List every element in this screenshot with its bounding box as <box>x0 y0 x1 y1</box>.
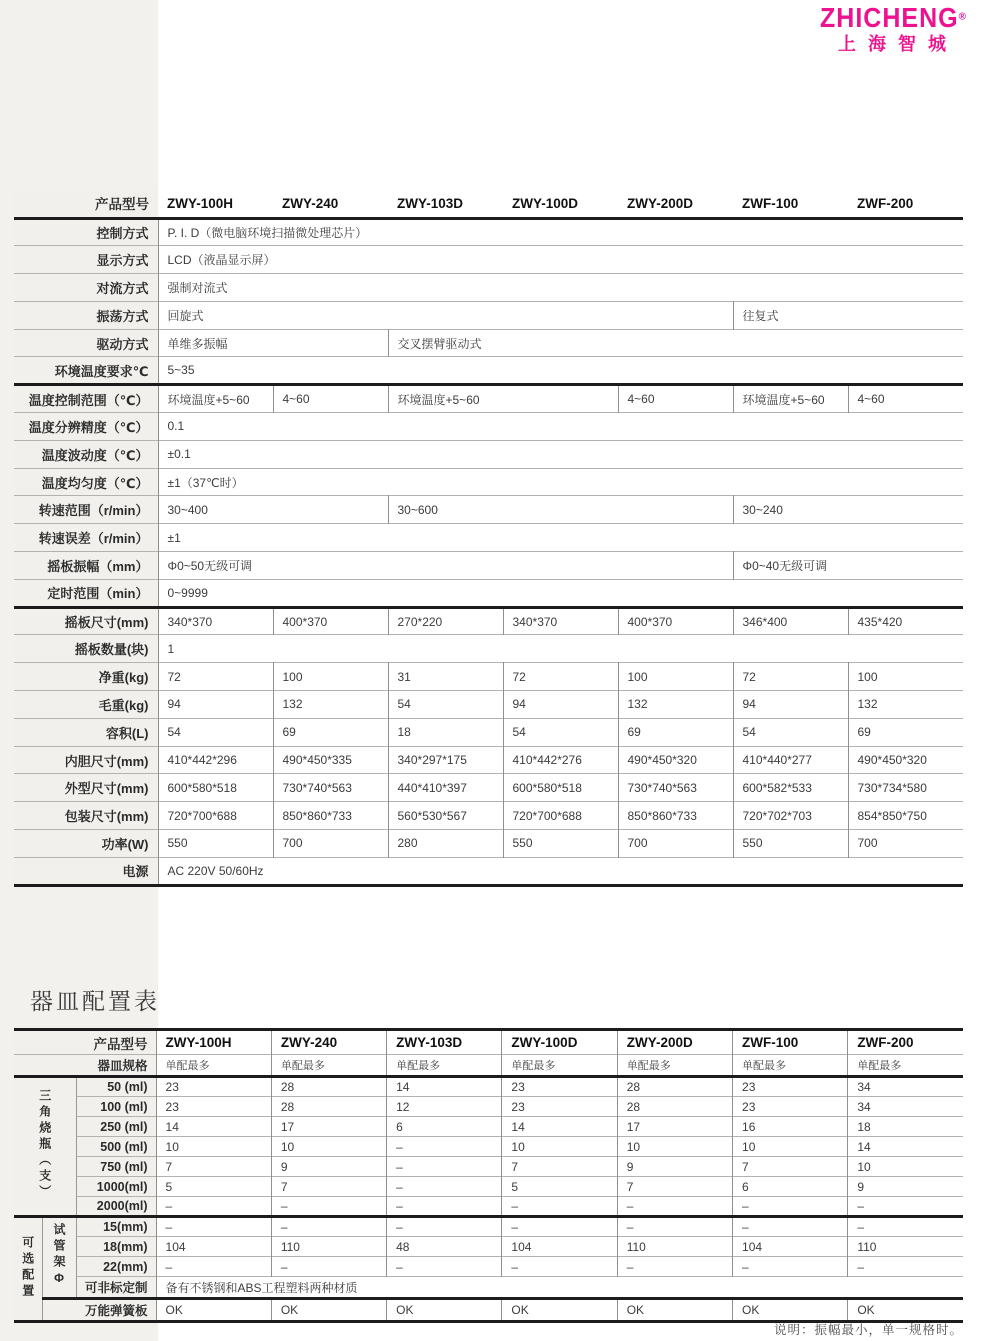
vessel-count-cell: 14 <box>502 1117 617 1137</box>
spring-plate-cell: OK <box>271 1299 386 1322</box>
spec-row-label: 净重(kg) <box>14 663 158 691</box>
spec-value-cell: 72 <box>158 663 273 691</box>
vessel-size-label: 750 (ml) <box>76 1157 156 1177</box>
config-model-header: ZWY-100H <box>156 1030 271 1055</box>
vessel-count-cell: 14 <box>156 1117 271 1137</box>
vessel-count-cell: 23 <box>502 1077 617 1097</box>
optional-group-label <box>14 1217 42 1322</box>
spec-value-cell: 346*400 <box>733 607 848 635</box>
model-header: ZWY-103D <box>388 190 503 218</box>
tube-rack-count-cell: – <box>733 1257 848 1277</box>
spec-value-cell: 54 <box>733 718 848 746</box>
tube-rack-count-cell: – <box>502 1257 617 1277</box>
vessel-spec-note-cell: 单配最多 <box>156 1055 271 1077</box>
tube-rack-count-cell: – <box>848 1217 963 1237</box>
flask-row <box>14 1117 963 1137</box>
vessel-count-cell: 7 <box>502 1157 617 1177</box>
config-model-header: ZWY-103D <box>387 1030 502 1055</box>
vessel-count-cell: 14 <box>848 1137 963 1157</box>
tube-rack-size-label: 15(mm) <box>76 1217 156 1237</box>
spec-row-label: 温度均匀度（℃） <box>14 468 158 496</box>
vessel-spec-note-cell: 单配最多 <box>387 1055 502 1077</box>
vessel-count-cell: 10 <box>271 1137 386 1157</box>
vessel-count-cell: 7 <box>617 1177 732 1197</box>
vessel-count-cell: 17 <box>617 1117 732 1137</box>
vessel-count-cell: – <box>387 1197 502 1217</box>
flask-row <box>14 1177 963 1197</box>
spec-row-label: 驱动方式 <box>14 329 158 357</box>
spec-row <box>14 301 963 329</box>
spec-value-cell: 132 <box>618 691 733 719</box>
spec-value-cell: 环境温度+5~60 <box>158 385 273 413</box>
model-header: ZWY-100D <box>503 190 618 218</box>
vessel-size-label: 50 (ml) <box>76 1077 156 1097</box>
vessel-count-cell: 34 <box>848 1097 963 1117</box>
spec-value-cell: 54 <box>158 718 273 746</box>
spec-row <box>14 802 963 830</box>
spec-row-label: 转速误差（r/min） <box>14 524 158 552</box>
flask-row <box>14 1097 963 1117</box>
tube-rack-size-label: 22(mm) <box>76 1257 156 1277</box>
tube-rack-count-cell: – <box>617 1217 732 1237</box>
spec-row-label: 温度控制范围（℃） <box>14 385 158 413</box>
spec-value-cell: 94 <box>158 691 273 719</box>
tube-rack-count-cell: – <box>733 1217 848 1237</box>
vessel-spec-label: 器皿规格 <box>14 1055 156 1077</box>
spec-row <box>14 718 963 746</box>
config-header-label: 产品型号 <box>14 1030 156 1055</box>
vessel-spec-note-cell: 单配最多 <box>733 1055 848 1077</box>
spec-row <box>14 385 963 413</box>
spec-row <box>14 691 963 719</box>
spring-plate-cell: OK <box>156 1299 271 1322</box>
spec-value-cell: 1 <box>158 635 963 663</box>
spec-value-cell: AC 220V 50/60Hz <box>158 857 963 885</box>
flask-row <box>14 1137 963 1157</box>
vessel-count-cell: 23 <box>156 1077 271 1097</box>
model-header: ZWY-200D <box>618 190 733 218</box>
vessel-count-cell: 28 <box>271 1077 386 1097</box>
brand-subtitle: 上海智城 <box>838 34 958 54</box>
spec-row-label: 温度分辨精度（℃） <box>14 413 158 441</box>
vessel-count-cell: 28 <box>271 1097 386 1117</box>
spec-value-cell: ±1（37℃时） <box>158 468 963 496</box>
brand-wordmark <box>818 2 968 34</box>
vessel-count-cell: – <box>502 1197 617 1217</box>
spec-value-cell: 560*530*567 <box>388 802 503 830</box>
vessel-count-cell: – <box>156 1197 271 1217</box>
vessel-count-cell: 16 <box>733 1117 848 1137</box>
spec-row <box>14 579 963 607</box>
spring-plate-label: 万能弹簧板 <box>42 1299 156 1322</box>
spec-value-cell: 30~240 <box>733 496 963 524</box>
vessel-count-cell: 17 <box>271 1117 386 1137</box>
tube-rack-count-cell: 104 <box>156 1237 271 1257</box>
spec-value-cell: 回旋式 <box>158 301 733 329</box>
spec-value-cell: 720*700*688 <box>158 802 273 830</box>
tube-rack-size-label: 18(mm) <box>76 1237 156 1257</box>
model-header: ZWF-200 <box>848 190 963 218</box>
spec-row <box>14 413 963 441</box>
registered-mark: ® <box>958 11 966 23</box>
spec-value-cell: 410*440*277 <box>733 746 848 774</box>
spec-row-label: 外型尺寸(mm) <box>14 774 158 802</box>
spec-value-cell: 340*297*175 <box>388 746 503 774</box>
spec-row <box>14 440 963 468</box>
spec-value-cell: 700 <box>618 830 733 858</box>
spec-value-cell: 850*860*733 <box>618 802 733 830</box>
config-table <box>14 1028 963 1323</box>
footer-note: 说明：振幅最小，单一规格时。 <box>773 1323 963 1337</box>
config-subheader-row <box>14 1055 963 1077</box>
vessel-size-label: 100 (ml) <box>76 1097 156 1117</box>
spec-value-cell: P. I. D（微电脑环境扫描微处理芯片） <box>158 218 963 246</box>
tube-rack-count-cell: 48 <box>387 1237 502 1257</box>
spec-value-cell: 600*582*533 <box>733 774 848 802</box>
brand-name: ZHICHENG <box>820 2 959 34</box>
spec-value-cell: 31 <box>388 663 503 691</box>
spec-value-cell: 600*580*518 <box>503 774 618 802</box>
tube-rack-label-text: 试管架Φ <box>52 1223 66 1289</box>
spec-value-cell: 30~400 <box>158 496 388 524</box>
spec-value-cell: 5~35 <box>158 357 963 385</box>
spec-row <box>14 857 963 885</box>
vessel-count-cell: 9 <box>848 1177 963 1197</box>
vessel-count-cell: 7 <box>271 1177 386 1197</box>
spec-value-cell: 700 <box>848 830 963 858</box>
vessel-count-cell: 18 <box>848 1117 963 1137</box>
spec-row <box>14 830 963 858</box>
vessel-count-cell: 34 <box>848 1077 963 1097</box>
tube-rack-count-cell: – <box>617 1257 732 1277</box>
spec-value-cell: 132 <box>848 691 963 719</box>
spec-value-cell: 490*450*335 <box>273 746 388 774</box>
spec-value-cell: 440*410*397 <box>388 774 503 802</box>
spec-row-label: 摇板尺寸(mm) <box>14 607 158 635</box>
spec-table <box>14 190 963 887</box>
spec-value-cell: 往复式 <box>733 301 963 329</box>
vessel-size-label: 500 (ml) <box>76 1137 156 1157</box>
vessel-count-cell: – <box>733 1197 848 1217</box>
tube-rack-count-cell: – <box>387 1257 502 1277</box>
vessel-count-cell: – <box>848 1197 963 1217</box>
spec-value-cell: 72 <box>503 663 618 691</box>
vessel-count-cell: 7 <box>733 1157 848 1177</box>
flask-row <box>14 1077 963 1097</box>
spec-value-cell: 69 <box>848 718 963 746</box>
spec-row <box>14 468 963 496</box>
spec-row-label: 转速范围（r/min） <box>14 496 158 524</box>
tube-rack-count-cell: – <box>156 1257 271 1277</box>
vessel-count-cell: 9 <box>271 1157 386 1177</box>
spec-value-cell: 730*740*563 <box>618 774 733 802</box>
spring-plate-cell: OK <box>502 1299 617 1322</box>
spec-value-cell: 400*370 <box>273 607 388 635</box>
spec-row-label: 包装尺寸(mm) <box>14 802 158 830</box>
spec-row <box>14 357 963 385</box>
vessel-count-cell: 10 <box>156 1137 271 1157</box>
spec-value-cell: 54 <box>503 718 618 746</box>
spec-value-cell: 720*702*703 <box>733 802 848 830</box>
spec-row <box>14 635 963 663</box>
tube-rack-count-cell: 110 <box>617 1237 732 1257</box>
spec-row-label: 摇板振幅（mm） <box>14 552 158 580</box>
tube-rack-count-cell: 110 <box>848 1237 963 1257</box>
tube-rack-count-cell: 110 <box>271 1237 386 1257</box>
spec-value-cell: Φ0~50无级可调 <box>158 552 733 580</box>
vessel-spec-note-cell: 单配最多 <box>617 1055 732 1077</box>
spec-row-label: 内胆尺寸(mm) <box>14 746 158 774</box>
spec-value-cell: 410*442*276 <box>503 746 618 774</box>
tube-rack-count-cell: – <box>387 1217 502 1237</box>
flask-group-label-text: 三角烧瓶（支） <box>37 1089 52 1201</box>
custom-row <box>14 1277 963 1299</box>
spec-row-label: 摇板数量(块) <box>14 635 158 663</box>
vessel-size-label: 1000(ml) <box>76 1177 156 1197</box>
vessel-spec-note-cell: 单配最多 <box>502 1055 617 1077</box>
tube-rack-count-cell: 104 <box>733 1237 848 1257</box>
flask-group-label <box>14 1077 76 1217</box>
spec-value-cell: 730*740*563 <box>273 774 388 802</box>
spec-value-cell: 18 <box>388 718 503 746</box>
vessel-count-cell: 10 <box>733 1137 848 1157</box>
spec-value-cell: 270*220 <box>388 607 503 635</box>
vessel-count-cell: – <box>271 1197 386 1217</box>
custom-value-cell: 备有不锈钢和ABS工程塑料两种材质 <box>156 1277 963 1299</box>
spec-value-cell: 280 <box>388 830 503 858</box>
config-model-header: ZWF-200 <box>848 1030 963 1055</box>
spec-row <box>14 552 963 580</box>
spec-value-cell: 100 <box>273 663 388 691</box>
spec-value-cell: 550 <box>503 830 618 858</box>
spec-header-label: 产品型号 <box>14 190 158 218</box>
model-header: ZWF-100 <box>733 190 848 218</box>
vessel-spec-note-cell: 单配最多 <box>271 1055 386 1077</box>
spec-value-cell: 854*850*750 <box>848 802 963 830</box>
spec-row-label: 振荡方式 <box>14 301 158 329</box>
spec-row-label: 温度波动度（℃） <box>14 440 158 468</box>
spec-value-cell: 72 <box>733 663 848 691</box>
model-header: ZWY-240 <box>273 190 388 218</box>
vessel-count-cell: – <box>387 1137 502 1157</box>
spec-row <box>14 663 963 691</box>
spring-plate-cell: OK <box>617 1299 732 1322</box>
spec-value-cell: 69 <box>273 718 388 746</box>
vessel-count-cell: 28 <box>617 1097 732 1117</box>
spec-value-cell: 400*370 <box>618 607 733 635</box>
vessel-count-cell: 14 <box>387 1077 502 1097</box>
config-model-header: ZWY-200D <box>617 1030 732 1055</box>
spec-value-cell: 340*370 <box>158 607 273 635</box>
flask-row <box>14 1157 963 1177</box>
vessel-count-cell: 9 <box>617 1157 732 1177</box>
spec-value-cell: 435*420 <box>848 607 963 635</box>
spec-value-cell: 410*442*296 <box>158 746 273 774</box>
vessel-count-cell: 10 <box>502 1137 617 1157</box>
spec-value-cell: 730*734*580 <box>848 774 963 802</box>
spec-value-cell: 4~60 <box>618 385 733 413</box>
spec-value-cell: 490*450*320 <box>618 746 733 774</box>
spec-value-cell: 环境温度+5~60 <box>733 385 848 413</box>
config-header-row <box>14 1030 963 1055</box>
vessel-count-cell: 23 <box>733 1077 848 1097</box>
brand-logo <box>818 2 968 56</box>
spec-value-cell: 100 <box>618 663 733 691</box>
spec-value-cell: 0~9999 <box>158 579 963 607</box>
config-model-header: ZWF-100 <box>733 1030 848 1055</box>
spec-row <box>14 496 963 524</box>
config-model-header: ZWY-240 <box>271 1030 386 1055</box>
spec-value-cell: 54 <box>388 691 503 719</box>
optional-group-label-text: 可选配置 <box>20 1235 35 1300</box>
vessel-count-cell: 23 <box>733 1097 848 1117</box>
spec-row-label: 容积(L) <box>14 718 158 746</box>
tube-rack-label <box>42 1217 76 1299</box>
spec-value-cell: 600*580*518 <box>158 774 273 802</box>
spec-value-cell: 强制对流式 <box>158 274 963 302</box>
spec-value-cell: Φ0~40无级可调 <box>733 552 963 580</box>
tube-rack-row <box>14 1217 963 1237</box>
spec-value-cell: 550 <box>733 830 848 858</box>
spring-plate-cell: OK <box>848 1299 963 1322</box>
vessel-count-cell: 10 <box>617 1137 732 1157</box>
spec-row-label: 功率(W) <box>14 830 158 858</box>
spec-value-cell: 132 <box>273 691 388 719</box>
spec-row <box>14 746 963 774</box>
spec-value-cell: 69 <box>618 718 733 746</box>
spec-row-label: 环境温度要求℃ <box>14 357 158 385</box>
config-table-title: 器皿配置表 <box>30 988 160 1014</box>
vessel-count-cell: 12 <box>387 1097 502 1117</box>
vessel-count-cell: 10 <box>848 1157 963 1177</box>
tube-rack-count-cell: – <box>271 1217 386 1237</box>
flask-row <box>14 1197 963 1217</box>
spec-row <box>14 246 963 274</box>
spec-value-cell: 700 <box>273 830 388 858</box>
tube-rack-count-cell: – <box>156 1217 271 1237</box>
tube-rack-count-cell: 104 <box>502 1237 617 1257</box>
tube-rack-row <box>14 1257 963 1277</box>
spec-value-cell: 490*450*320 <box>848 746 963 774</box>
vessel-count-cell: 5 <box>502 1177 617 1197</box>
custom-label: 可非标定制 <box>76 1277 156 1299</box>
vessel-size-label: 2000(ml) <box>76 1197 156 1217</box>
spec-value-cell: 单维多振幅 <box>158 329 388 357</box>
vessel-count-cell: – <box>387 1157 502 1177</box>
spec-row <box>14 218 963 246</box>
spec-value-cell: 30~600 <box>388 496 733 524</box>
vessel-count-cell: 6 <box>387 1117 502 1137</box>
spring-plate-cell: OK <box>387 1299 502 1322</box>
spec-value-cell: 720*700*688 <box>503 802 618 830</box>
spec-value-cell: 4~60 <box>848 385 963 413</box>
vessel-count-cell: 28 <box>617 1077 732 1097</box>
config-model-header: ZWY-100D <box>502 1030 617 1055</box>
spec-row-label: 电源 <box>14 857 158 885</box>
spec-value-cell: 340*370 <box>503 607 618 635</box>
spec-value-cell: LCD（液晶显示屏） <box>158 246 963 274</box>
vessel-size-label: 250 (ml) <box>76 1117 156 1137</box>
spec-row-label: 定时范围（min） <box>14 579 158 607</box>
spec-value-cell: 94 <box>733 691 848 719</box>
vessel-count-cell: 6 <box>733 1177 848 1197</box>
tube-rack-count-cell: – <box>502 1217 617 1237</box>
spec-value-cell: ±0.1 <box>158 440 963 468</box>
spec-row <box>14 329 963 357</box>
vessel-count-cell: 7 <box>156 1157 271 1177</box>
spring-plate-cell: OK <box>733 1299 848 1322</box>
spec-value-cell: 0.1 <box>158 413 963 441</box>
vessel-count-cell: – <box>617 1197 732 1217</box>
vessel-count-cell: 5 <box>156 1177 271 1197</box>
vessel-count-cell: 23 <box>156 1097 271 1117</box>
spec-value-cell: ±1 <box>158 524 963 552</box>
spec-header-row <box>14 190 963 218</box>
spec-row-label: 显示方式 <box>14 246 158 274</box>
spec-row-label: 毛重(kg) <box>14 691 158 719</box>
spec-row <box>14 524 963 552</box>
spec-value-cell: 550 <box>158 830 273 858</box>
spec-value-cell: 交叉摆臂驱动式 <box>388 329 963 357</box>
spec-row-label: 对流方式 <box>14 274 158 302</box>
spec-row <box>14 274 963 302</box>
tube-rack-count-cell: – <box>271 1257 386 1277</box>
spec-value-cell: 4~60 <box>273 385 388 413</box>
spec-row-label: 控制方式 <box>14 218 158 246</box>
spec-value-cell: 850*860*733 <box>273 802 388 830</box>
spec-row <box>14 774 963 802</box>
vessel-count-cell: 23 <box>502 1097 617 1117</box>
tube-rack-count-cell: – <box>848 1257 963 1277</box>
vessel-count-cell: – <box>387 1177 502 1197</box>
tube-rack-row <box>14 1237 963 1257</box>
spec-value-cell: 100 <box>848 663 963 691</box>
vessel-spec-note-cell: 单配最多 <box>848 1055 963 1077</box>
spec-row <box>14 607 963 635</box>
spec-value-cell: 环境温度+5~60 <box>388 385 618 413</box>
spec-value-cell: 94 <box>503 691 618 719</box>
model-header: ZWY-100H <box>158 190 273 218</box>
spring-plate-row <box>14 1299 963 1322</box>
